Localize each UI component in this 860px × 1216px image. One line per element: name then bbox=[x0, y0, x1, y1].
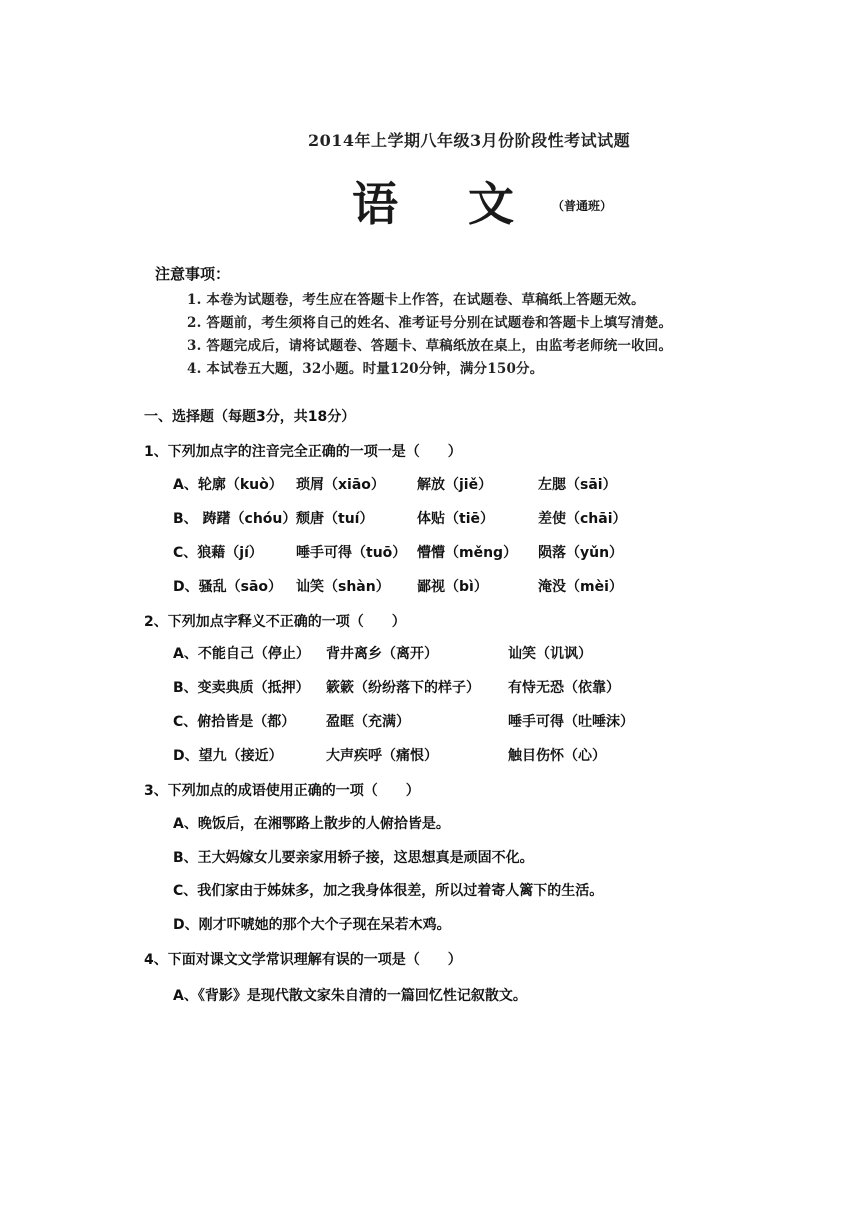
exam-title: 2014年上学期八年级3月份阶段性考试试题 bbox=[308, 131, 631, 150]
subject-char-2: 文 bbox=[468, 177, 514, 231]
option-text: 盈眶（充满） bbox=[326, 714, 410, 730]
option-text: A、轮廓（kuò） bbox=[173, 477, 283, 493]
option-text: 鄙视（bì） bbox=[417, 579, 488, 595]
question-stem-4: 4、下面对课文文学常识理解有误的一项是（ ） bbox=[144, 952, 462, 968]
option-text: 琐屑（xiāo） bbox=[296, 477, 385, 493]
subject-char-1: 语 bbox=[352, 177, 398, 231]
option-text: 大声疾呼（痛恨） bbox=[326, 748, 438, 764]
option-text: A、《背影》是现代散文家朱自清的一篇回忆性记叙散文。 bbox=[173, 988, 527, 1004]
notice-item: 2. 答题前，考生须将自己的姓名、准考证号分别在试题卷和答题卡上填写清楚。 bbox=[187, 315, 673, 331]
option-text: 颓唐（tuí） bbox=[296, 511, 374, 527]
option-text: A、晚饭后，在湘鄂路上散步的人俯拾皆是。 bbox=[173, 816, 450, 832]
notice-heading: 注意事项： bbox=[155, 265, 231, 283]
option-text: 唾手可得（吐唾沫） bbox=[508, 714, 634, 730]
question-stem-1: 1、下列加点字的注音完全正确的一项一是（ ） bbox=[144, 444, 462, 460]
option-text: 体贴（tiē） bbox=[417, 511, 494, 527]
option-text: A、不能自己（停止） bbox=[173, 646, 310, 662]
option-text: C、俯拾皆是（都） bbox=[173, 714, 296, 730]
option-text: 懵懵（měng） bbox=[417, 545, 518, 561]
notice-item: 1. 本卷为试题卷，考生应在答题卡上作答，在试题卷、草稿纸上答题无效。 bbox=[187, 292, 645, 308]
option-text: 簌簌（纷纷落下的样子） bbox=[326, 680, 480, 696]
section-heading: 一、选择题（每题3分，共18分） bbox=[144, 409, 356, 425]
option-text: 解放（jiě） bbox=[417, 477, 493, 493]
notice-item: 4. 本试卷五大题，32小题。时量120分钟，满分150分。 bbox=[187, 361, 544, 377]
option-text: 讪笑（讥讽） bbox=[508, 646, 592, 662]
option-text: B、 踌躇（chóu） bbox=[173, 511, 297, 527]
option-text: D、刚才吓唬她的那个大个子现在呆若木鸡。 bbox=[173, 917, 451, 933]
option-text: D、骚乱（sāo） bbox=[173, 579, 283, 595]
notice-item: 3. 答题完成后，请将试题卷、答题卡、草稿纸放在桌上，由监考老师统一收回。 bbox=[187, 338, 673, 354]
option-text: 有恃无恐（依靠） bbox=[508, 680, 620, 696]
option-text: 讪笑（shàn） bbox=[296, 579, 390, 595]
option-text: D、望九（接近） bbox=[173, 748, 283, 764]
option-text: 陨落（yǔn） bbox=[538, 545, 624, 561]
option-text: 差使（chāi） bbox=[538, 511, 627, 527]
question-stem-3: 3、下列加点的成语使用正确的一项（ ） bbox=[144, 783, 420, 799]
option-text: 淹没（mèi） bbox=[538, 579, 623, 595]
option-text: 背井离乡（离开） bbox=[326, 646, 438, 662]
option-text: B、变卖典质（抵押） bbox=[173, 680, 310, 696]
class-note: （普通班） bbox=[552, 199, 613, 213]
option-text: 触目伤怀（心） bbox=[508, 748, 606, 764]
option-text: 唾手可得（tuō） bbox=[296, 545, 407, 561]
subject-title bbox=[352, 168, 514, 234]
option-text: B、王大妈嫁女儿要亲家用轿子接，这思想真是顽固不化。 bbox=[173, 850, 534, 866]
option-text: C、我们家由于姊妹多，加之我身体很差，所以过着寄人篱下的生活。 bbox=[173, 883, 604, 899]
question-stem-2: 2、下列加点字释义不正确的一项（ ） bbox=[144, 614, 406, 630]
option-text: 左腮（sāi） bbox=[538, 477, 617, 493]
option-text: C、狼藉（jí） bbox=[173, 545, 263, 561]
